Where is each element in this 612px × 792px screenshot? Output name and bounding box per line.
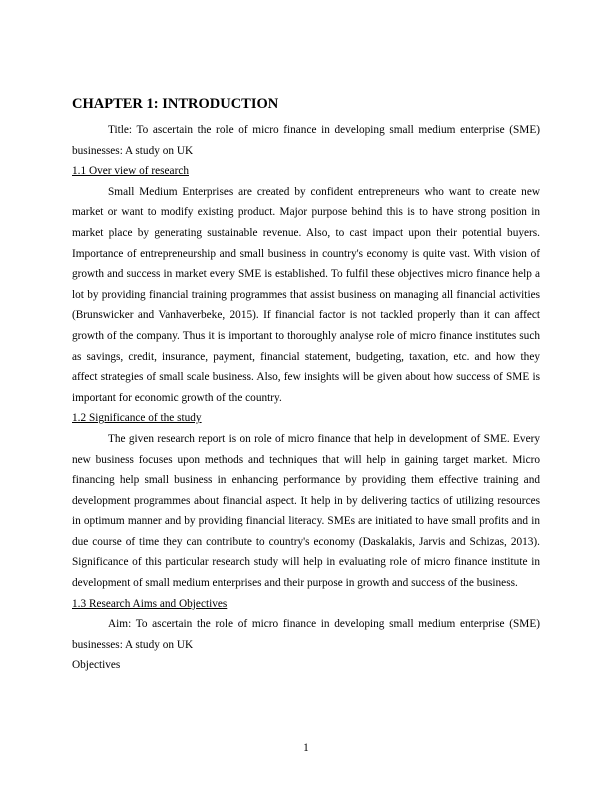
- objectives-label: Objectives: [72, 659, 121, 672]
- document-page: [72, 94, 540, 676]
- section-heading-overview: 1.1 Over view of research: [72, 165, 189, 178]
- section-heading-aims: 1.3 Research Aims and Objectives: [72, 597, 228, 610]
- section-body-significance: The given research report is on role of micro finance that help in development of SME. Every new business focuses upon methods and techniques that will help in gaining target market. Micro financing help small business in enhancing performance by providing them effective training and development programmes about financial aspect. It help in by delivering tactics of utilizing resources in optimum manner and by providing financial literacy. SMEs are initiated to have small profits and in due course of time they can contribute to country's economy (Daskalakis, Jarvis and Schizas, 2013). Significance of this particular research study will help in evaluating role of micro finance institute in development of small medium enterprises and their purpose in growth and success of the business.: [72, 432, 540, 590]
- section-body-overview: Small Medium Enterprises are created by confident entrepreneurs who want to create new market or want to modify existing product. Major purpose behind this is to have strong position in market place by generating sustainable revenue. Also, to cast impact upon their potential buyers. Importance of entrepreneurship and small business in country's economy is quite vast. With vision of growth and success in market every SME is established. To fulfil these objectives micro finance help a lot by providing financial training programmes that assist business on managing all financial activities (Brunswicker and Vanhaverbeke, 2015). If financial factor is not tackled properly than it can affect growth of the company. Thus it is important to thoroughly analyse role of micro finance institutes such as savings, credit, insurance, payment, financial statement, budgeting, taxation, etc. and how they affect strategies of small scale business. Also, few insights will be given about how success of SME is important for economic growth of the country.: [72, 185, 540, 404]
- title-paragraph: Title: To ascertain the role of micro finance in developing small medium enterprise (SME) businesses: A study on UK: [72, 124, 540, 157]
- section-heading-significance: 1.2 Significance of the study: [72, 412, 202, 425]
- section-body-aims: Aim: To ascertain the role of micro finance in developing small medium enterprise (SME) businesses: A study on UK: [72, 618, 540, 651]
- page-number: 1: [303, 742, 309, 754]
- chapter-heading: CHAPTER 1: INTRODUCTION: [72, 96, 279, 112]
